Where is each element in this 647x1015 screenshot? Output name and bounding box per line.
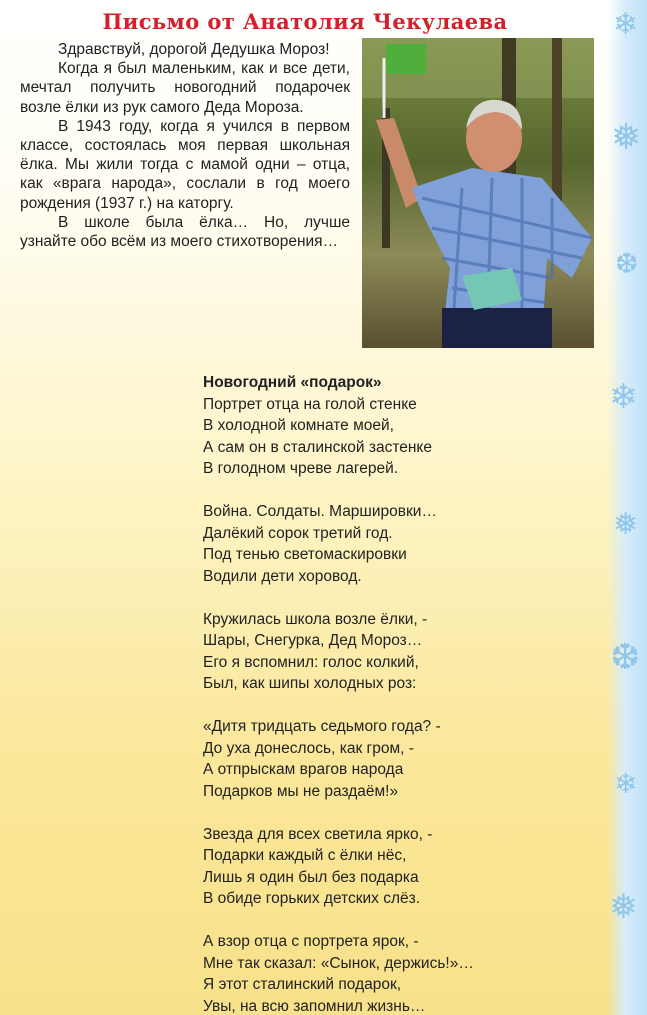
poem-line: Шары, Снегурка, Дед Мороз… (203, 632, 423, 649)
poem-line: А взор отца с портрета ярок, - (203, 933, 419, 950)
snowflake-icon: ❄ (614, 767, 638, 800)
page-title: Письмо от Анатолия Чекулаева (102, 9, 508, 34)
letter-paragraph: Когда я был маленьким, как и все дети, мечтал получить новогодний подарочек возле ёлки из рук самого Деда Мороза. (20, 60, 350, 116)
poem-line: В обиде горьких детских слёз. (203, 890, 421, 907)
poem-line: Под тенью светомаскировки (203, 546, 407, 563)
snowflake-border (607, 0, 647, 1015)
poem-title: Новогодний «подарок» (203, 374, 382, 391)
poem-line: А сам он в сталинской застенке (203, 438, 433, 456)
poem-line: Водили дети хоровод. (203, 567, 362, 585)
snowflake-icon: ❅ (611, 117, 642, 158)
poem-stanza (203, 824, 583, 910)
poem-line: Лишь я один был без подарка (203, 868, 419, 886)
poem-line: В холодной комнате моей, (203, 417, 394, 434)
author-photo-illustration (362, 38, 594, 348)
snowflake-icon: ❆ (610, 637, 641, 678)
poem-line: Звезда для всех светила ярко, - (203, 825, 433, 843)
snowflake-icon: ❄ (613, 7, 639, 42)
letter-paragraph: В 1943 году, когда я учился в первом классе, состоялась моя первая школьная ёлка. Мы жили тогда с мамой одни – отца, как «врага народа», сослали в год моего рождения (1937 г.) на каторгу. (20, 117, 350, 212)
poem-line: Подарки каждый с ёлки нёс, (203, 847, 407, 864)
poem-line: Война. Солдаты. Маршировки… (203, 503, 437, 520)
poem-line: Мне так сказал: «Сынок, держись!»… (203, 954, 474, 972)
poem-stanza (203, 609, 583, 695)
poem-line: «Дитя тридцать седьмого года? - (203, 718, 441, 735)
poem-stanza (203, 394, 583, 480)
poem-stanza (203, 501, 583, 587)
poem-line: Далёкий сорок третий год. (203, 524, 393, 542)
poem-line: Подарков мы не раздаём!» (203, 782, 399, 800)
poem-line: В голодном чреве лагерей. (203, 460, 399, 477)
poem-stanza (203, 931, 583, 1015)
poem (203, 372, 583, 1015)
letter-text (20, 40, 350, 251)
poem-line: Я этот сталинский подарок, (203, 976, 402, 993)
author-photo (362, 38, 594, 348)
poem-stanza (203, 716, 583, 802)
snowflake-icon: ❅ (609, 887, 638, 927)
poem-line: До уха донеслось, как гром, - (203, 739, 414, 757)
poem-line: Кружилась школа возле ёлки, - (203, 610, 428, 628)
poem-line: Портрет отца на голой стенке (203, 395, 417, 413)
snowflake-icon: ❅ (613, 507, 639, 542)
snowflake-icon: ❆ (615, 247, 639, 280)
poem-line: Его я вспомнил: голос колкий, (203, 653, 419, 671)
poem-line: Увы, на всю запомнил жизнь… (203, 997, 426, 1015)
snowflake-icon: ❄ (609, 377, 638, 417)
poem-line: Был, как шипы холодных роз: (203, 675, 417, 692)
letter-paragraph: В школе была ёлка… Но, лучше узнайте обо всём из моего стихотворения… (20, 213, 350, 251)
letter-paragraph: Здравствуй, дорогой Дедушка Мороз! (58, 41, 330, 58)
poem-line: А отпрыскам врагов народа (203, 761, 404, 778)
